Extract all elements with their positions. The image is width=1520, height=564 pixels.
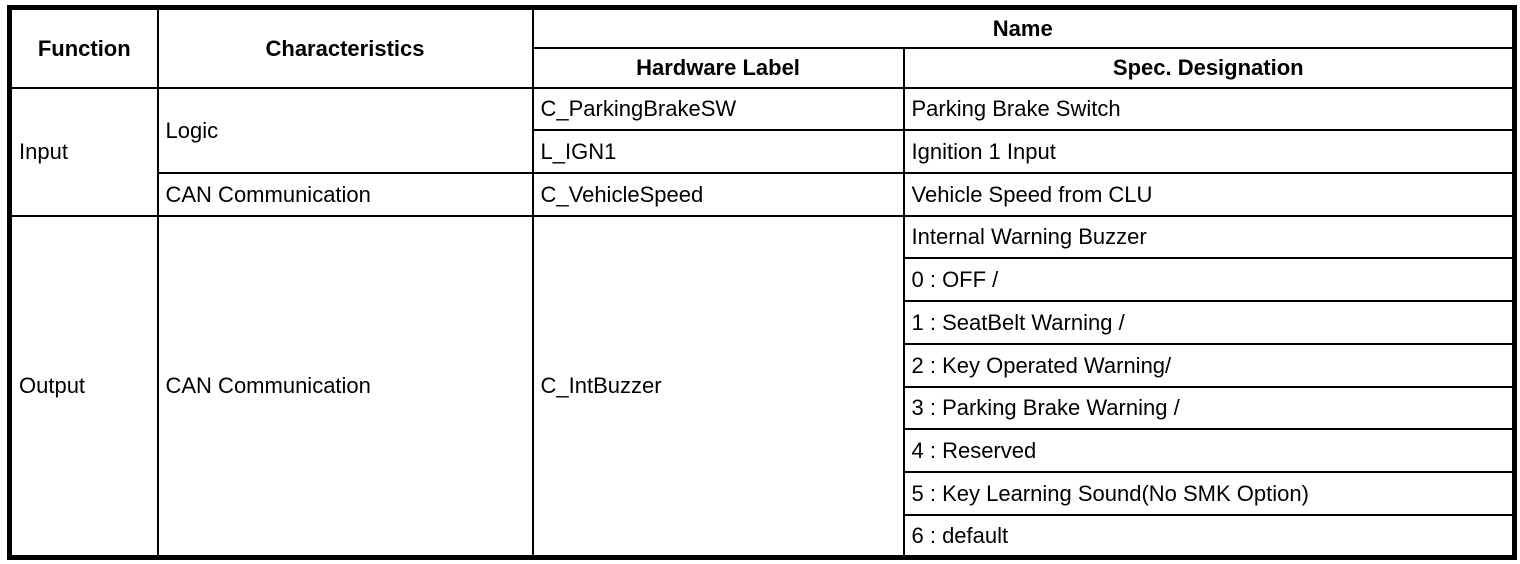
spec-designation-cell: 0 : OFF / — [904, 258, 1515, 301]
function-cell-output: Output — [10, 216, 158, 558]
function-cell-input: Input — [10, 88, 158, 216]
hardware-label-cell: C_VehicleSpeed — [533, 173, 904, 216]
spec-designation-cell: 1 : SeatBelt Warning / — [904, 301, 1515, 344]
spec-designation-cell: 5 : Key Learning Sound(No SMK Option) — [904, 472, 1515, 515]
spec-designation-cell: 2 : Key Operated Warning/ — [904, 344, 1515, 387]
spec-designation-cell: 3 : Parking Brake Warning / — [904, 387, 1515, 430]
characteristics-cell-can: CAN Communication — [158, 173, 533, 216]
characteristics-cell-can-output: CAN Communication — [158, 216, 533, 558]
characteristics-column-header: Characteristics — [158, 8, 533, 88]
hardware-label-cell-intbuzzer: C_IntBuzzer — [533, 216, 904, 558]
signal-spec-table — [7, 5, 1517, 560]
table-row — [10, 173, 1515, 216]
spec-designation-cell: 4 : Reserved — [904, 429, 1515, 472]
characteristics-cell-logic: Logic — [158, 88, 533, 173]
hardware-label-cell: L_IGN1 — [533, 130, 904, 173]
spec-designation-cell: Ignition 1 Input — [904, 130, 1515, 173]
spec-designation-cell: Parking Brake Switch — [904, 88, 1515, 131]
spec-designation-column-header: Spec. Designation — [904, 48, 1515, 88]
table-row — [10, 88, 1515, 131]
hardware-label-cell: C_ParkingBrakeSW — [533, 88, 904, 131]
spec-designation-cell: 6 : default — [904, 515, 1515, 558]
function-column-header: Function — [10, 8, 158, 88]
spec-designation-cell: Vehicle Speed from CLU — [904, 173, 1515, 216]
hardware-label-column-header: Hardware Label — [533, 48, 904, 88]
table-body — [10, 88, 1515, 558]
table-row — [10, 216, 1515, 259]
spec-designation-cell: Internal Warning Buzzer — [904, 216, 1515, 259]
name-column-group-header: Name — [533, 8, 1515, 48]
table-header — [10, 8, 1515, 88]
